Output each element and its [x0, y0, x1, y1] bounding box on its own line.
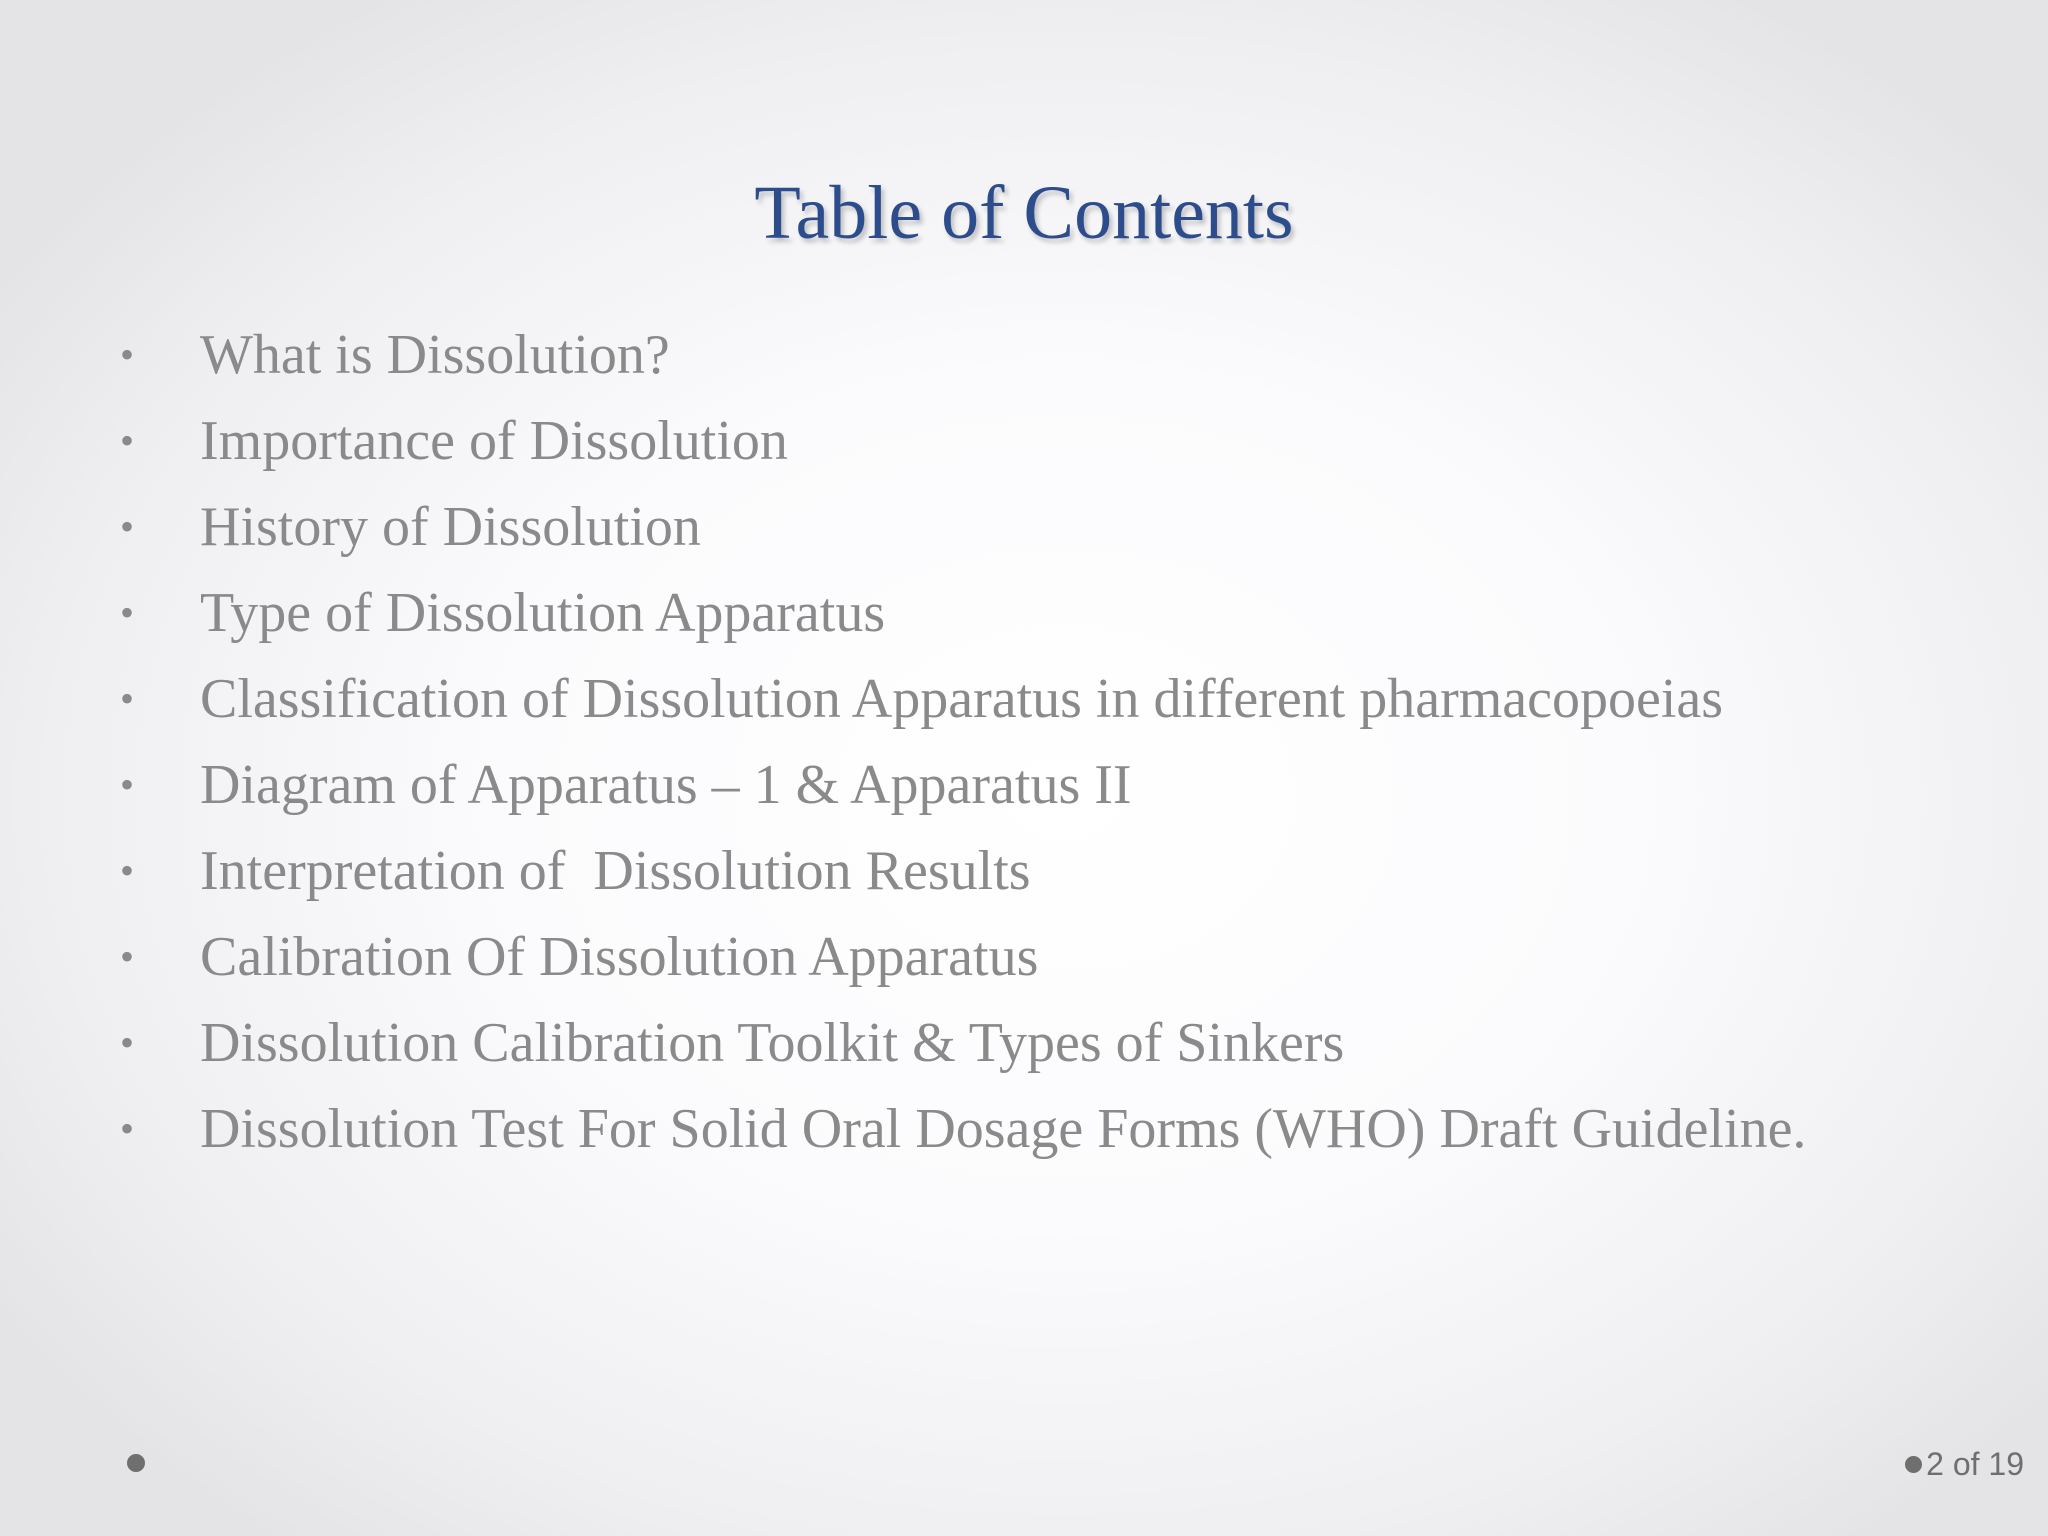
list-item-text: History of Dissolution: [200, 496, 701, 558]
list-item-text: Calibration Of Dissolution Apparatus: [200, 926, 1039, 988]
footer-dot-icon: [127, 1454, 145, 1472]
list-item-text: Type of Dissolution Apparatus: [200, 582, 886, 644]
bullet-icon: •: [120, 590, 135, 635]
page-number-text: 2 of 19: [1926, 1446, 2024, 1482]
list-item: [0, 828, 2048, 914]
bullet-icon: •: [120, 1106, 135, 1151]
list-item-text: Importance of Dissolution: [200, 410, 788, 472]
table-of-contents-list: [0, 312, 2048, 1172]
bullet-icon: •: [120, 848, 135, 893]
list-item-text: Interpretation of Dissolution Results: [200, 840, 1031, 902]
list-item: [0, 570, 2048, 656]
slide-title: Table of Contents: [754, 171, 1294, 255]
bullet-icon: •: [120, 676, 135, 721]
bullet-icon: •: [120, 504, 135, 549]
list-item: [0, 656, 2048, 742]
list-item: [0, 312, 2048, 398]
list-item-text: Dissolution Calibration Toolkit & Types of Sinkers: [200, 1012, 1345, 1074]
list-item: [0, 484, 2048, 570]
list-item: [0, 1000, 2048, 1086]
page-dot-icon: [1905, 1456, 1922, 1473]
list-item-text: Diagram of Apparatus – 1 & Apparatus II: [200, 754, 1132, 816]
list-item-text: What is Dissolution?: [200, 324, 670, 386]
list-item: [0, 1086, 2048, 1172]
list-item-text: Dissolution Test For Solid Oral Dosage Forms (WHO) Draft Guideline.: [200, 1098, 1807, 1160]
bullet-icon: •: [120, 332, 135, 377]
list-item: [0, 742, 2048, 828]
list-item: [0, 398, 2048, 484]
page-number: [1905, 1444, 2024, 1484]
bullet-icon: •: [120, 1020, 135, 1065]
bullet-icon: •: [120, 762, 135, 807]
bullet-icon: •: [120, 934, 135, 979]
list-item-text: Classification of Dissolution Apparatus in different pharmacopoeias: [200, 668, 1724, 730]
bullet-icon: •: [120, 418, 135, 463]
list-item: [0, 914, 2048, 1000]
